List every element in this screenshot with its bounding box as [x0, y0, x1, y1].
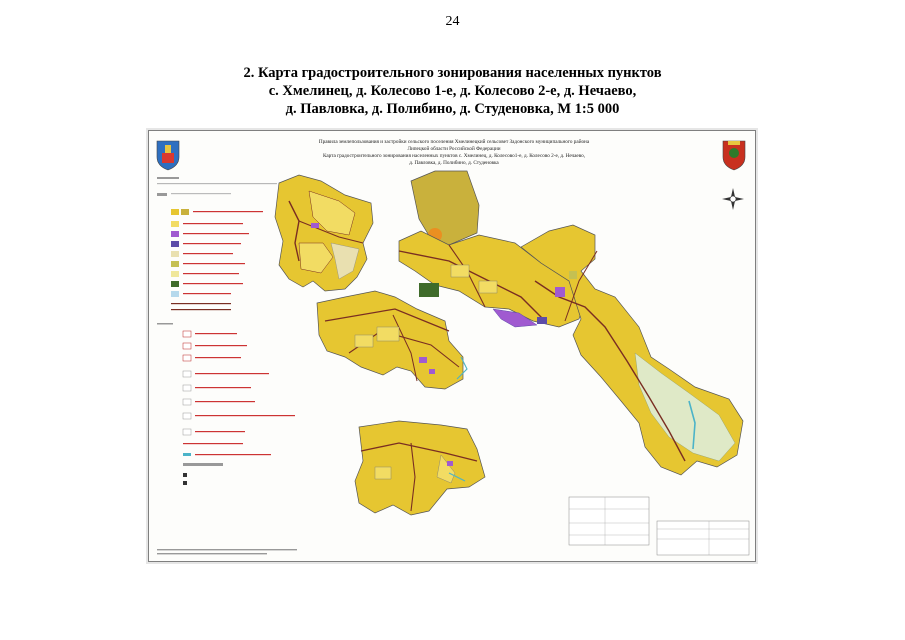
zoning-map-drawing [149, 131, 757, 563]
map-title [239, 139, 669, 167]
heading-line-2: с. Хмелинец, д. Колесово 1-е, д. Колесово 2-е, д. Нечаево, [268, 83, 637, 99]
zoning-map-sheet [148, 130, 756, 562]
coat-of-arms-icon [723, 141, 745, 170]
title-block-table [157, 497, 749, 555]
map-title-line-1: Правила землепользования и застройки сельского поселения Хмелинецкий сельсовет Задонского муниципального района [318, 139, 590, 145]
page-number: 24 [445, 14, 460, 29]
map-title-line-2: Липецкой области Российской Федерации [407, 146, 501, 152]
heading-line-1: 2. Карта градостроительного зонирования населенных пунктов [243, 65, 662, 81]
map-title-line-4: д. Павловка, д. Полибино, д. Студеновка [409, 160, 499, 166]
coat-of-arms-icon [157, 141, 179, 170]
map-legend [157, 177, 295, 485]
settlement-zone-east [521, 225, 743, 475]
document-heading [0, 64, 905, 118]
settlement-zone-west [317, 291, 467, 389]
settlement-zone-south [355, 421, 485, 515]
heading-line-3: д. Павловка, д. Полибино, д. Студеновка, М 1:5 000 [285, 101, 620, 117]
settlement-zone-northwest [275, 175, 373, 291]
compass-rose-icon [722, 188, 744, 210]
map-title-line-3: Карта градостроительного зонирования населенных пунктов с. Хмелинец, д. Колесово1-е, д. Колесово 2-е, д. Нечаево, [322, 153, 586, 159]
